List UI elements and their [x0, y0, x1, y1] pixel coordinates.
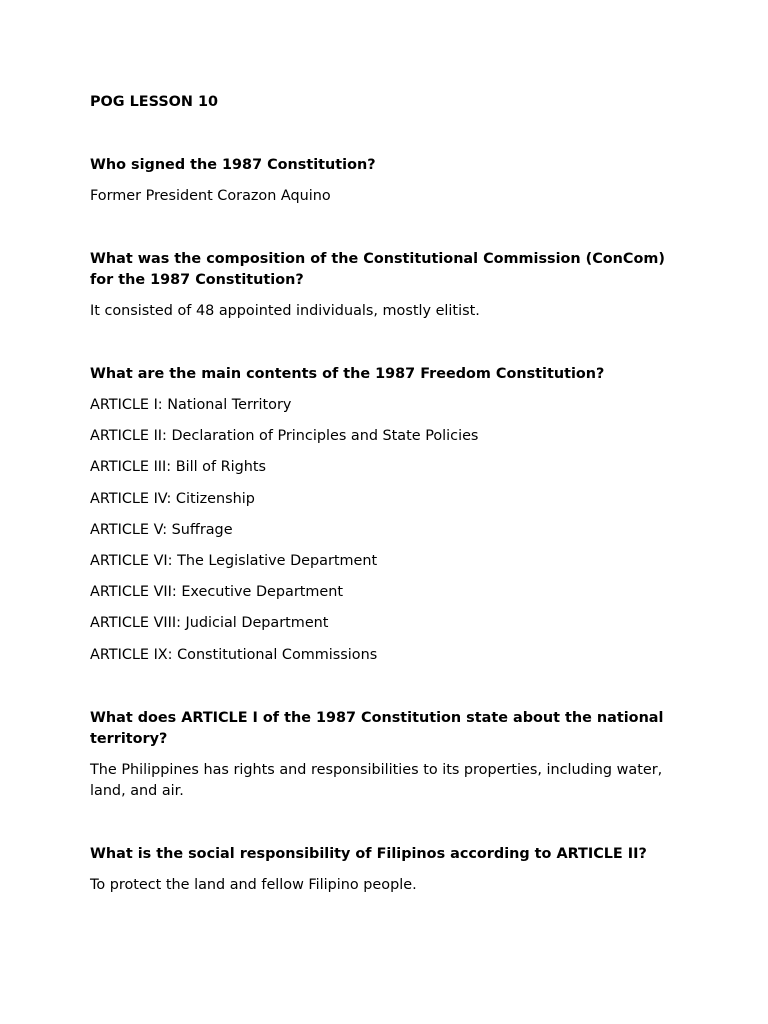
question-text: What are the main contents of the 1987 Freedom Constitution?	[90, 366, 605, 382]
question-text: Who signed the 1987 Constitution?	[90, 157, 376, 173]
answer-text: To protect the land and fellow Filipino people.	[90, 876, 417, 893]
list-item: ARTICLE V: Suffrage	[90, 521, 233, 538]
qa-section-5	[90, 844, 690, 896]
list-item: ARTICLE IX: Constitutional Commissions	[90, 646, 378, 663]
question-text: What was the composition of the Constitutional Commission (ConCom) for the 1987 Constitution?	[90, 251, 665, 288]
articles-list	[90, 395, 690, 666]
list-item: ARTICLE VI: The Legislative Department	[90, 552, 378, 569]
qa-section-2	[90, 249, 690, 322]
answer-text: Former President Corazon Aquino	[90, 188, 331, 204]
question-text: What is the social responsibility of Filipinos according to ARTICLE II?	[90, 845, 647, 862]
document-page	[90, 92, 690, 896]
list-item: ARTICLE VIII: Judicial Department	[90, 615, 329, 632]
list-item: ARTICLE II: Declaration of Principles and State Policies	[90, 428, 479, 445]
list-item: ARTICLE III: Bill of Rights	[90, 459, 266, 476]
answer-text: The Philippines has rights and responsibilities to its properties, including water, land, and air.	[90, 761, 663, 799]
qa-section-4	[90, 708, 690, 802]
list-item: ARTICLE VII: Executive Department	[90, 584, 344, 601]
qa-section-3	[90, 364, 690, 666]
question-text: What does ARTICLE I of the 1987 Constitution state about the national territory?	[90, 709, 664, 747]
list-item: ARTICLE I: National Territory	[90, 397, 292, 413]
qa-section-1	[90, 155, 690, 207]
answer-text: It consisted of 48 appointed individuals, mostly elitist.	[90, 303, 480, 319]
document-title: POG LESSON 10	[90, 94, 218, 110]
list-item: ARTICLE IV: Citizenship	[90, 490, 255, 507]
